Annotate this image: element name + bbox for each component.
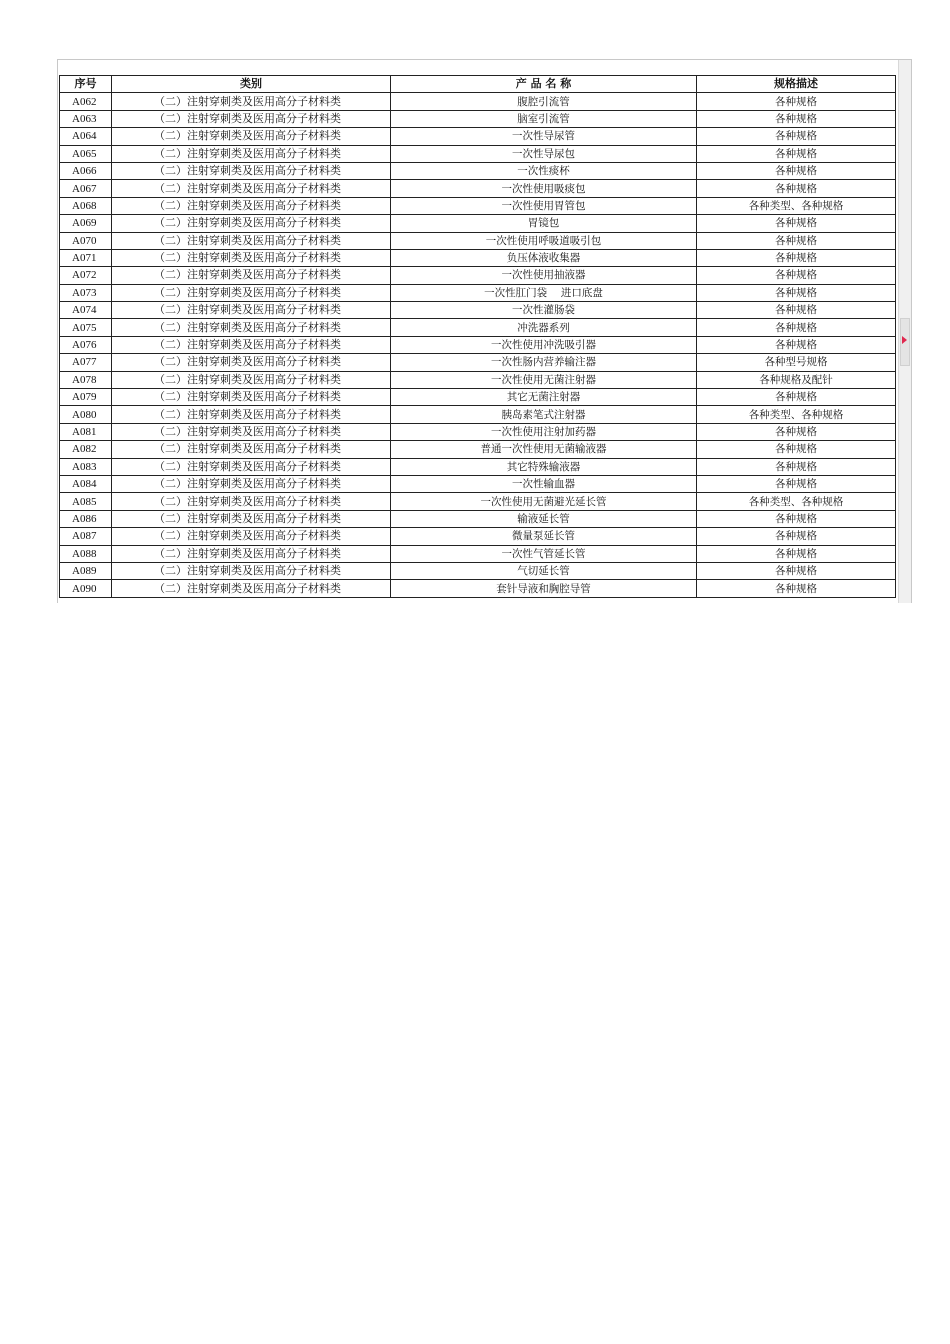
row-product-name-cell: 套针导液和胸腔导管: [391, 580, 697, 597]
row-product-name-cell: 一次性使用无菌注射器: [391, 371, 697, 388]
row-category-cell: （二）注射穿刺类及医用高分子材料类: [112, 180, 391, 197]
row-product-name-cell: 输液延长管: [391, 510, 697, 527]
row-spec-cell: 各种型号规格: [697, 354, 896, 371]
row-category-cell: （二）注射穿刺类及医用高分子材料类: [112, 562, 391, 579]
row-id-cell: A071: [60, 249, 112, 266]
row-id-cell: A084: [60, 475, 112, 492]
row-spec-cell: 各种规格: [697, 528, 896, 545]
row-id-cell: A064: [60, 128, 112, 145]
row-product-name-cell: 一次性输血器: [391, 475, 697, 492]
table-row: [60, 545, 896, 562]
row-id-cell: A075: [60, 319, 112, 336]
table-row: [60, 528, 896, 545]
header-spec: 规格描述: [697, 76, 896, 93]
table-row: [60, 441, 896, 458]
row-id-cell: A088: [60, 545, 112, 562]
row-spec-cell: 各种类型、各种规格: [697, 493, 896, 510]
table-row: [60, 110, 896, 127]
row-product-name-cell: 一次性肛门袋 进口底盘: [391, 284, 697, 301]
table-row: [60, 319, 896, 336]
row-category-cell: （二）注射穿刺类及医用高分子材料类: [112, 302, 391, 319]
triangle-right-icon[interactable]: [902, 336, 907, 344]
row-id-cell: A082: [60, 441, 112, 458]
row-id-cell: A072: [60, 267, 112, 284]
row-id-cell: A086: [60, 510, 112, 527]
table-row: [60, 510, 896, 527]
row-spec-cell: 各种规格: [697, 562, 896, 579]
table-row: [60, 562, 896, 579]
row-category-cell: （二）注射穿刺类及医用高分子材料类: [112, 249, 391, 266]
row-category-cell: （二）注射穿刺类及医用高分子材料类: [112, 528, 391, 545]
row-product-name-cell: 胰岛素笔式注射器: [391, 406, 697, 423]
row-id-cell: A074: [60, 302, 112, 319]
row-id-cell: A073: [60, 284, 112, 301]
row-product-name-cell: 一次性使用无菌避光延长管: [391, 493, 697, 510]
table-row: [60, 232, 896, 249]
vertical-scrollbar[interactable]: [898, 60, 911, 603]
row-product-name-cell: 一次性使用吸痰包: [391, 180, 697, 197]
row-category-cell: （二）注射穿刺类及医用高分子材料类: [112, 354, 391, 371]
row-category-cell: （二）注射穿刺类及医用高分子材料类: [112, 475, 391, 492]
row-category-cell: （二）注射穿刺类及医用高分子材料类: [112, 319, 391, 336]
row-product-name-cell: 一次性气管延长管: [391, 545, 697, 562]
row-id-cell: A081: [60, 423, 112, 440]
row-product-name-cell: 一次性导尿管: [391, 128, 697, 145]
table-row: [60, 93, 896, 110]
row-product-name-cell: 一次性使用呼吸道吸引包: [391, 232, 697, 249]
row-id-cell: A083: [60, 458, 112, 475]
table-row: [60, 458, 896, 475]
row-spec-cell: 各种规格: [697, 319, 896, 336]
table-row: [60, 493, 896, 510]
row-id-cell: A078: [60, 371, 112, 388]
row-product-name-cell: 一次性使用冲洗吸引器: [391, 336, 697, 353]
row-spec-cell: 各种规格: [697, 215, 896, 232]
table-row: [60, 128, 896, 145]
row-spec-cell: 各种规格: [697, 110, 896, 127]
table-row: [60, 284, 896, 301]
row-spec-cell: 各种规格: [697, 423, 896, 440]
row-spec-cell: 各种规格: [697, 389, 896, 406]
table-row: [60, 389, 896, 406]
row-spec-cell: 各种规格: [697, 93, 896, 110]
table-row: [60, 267, 896, 284]
row-id-cell: A065: [60, 145, 112, 162]
row-category-cell: （二）注射穿刺类及医用高分子材料类: [112, 336, 391, 353]
row-spec-cell: 各种规格: [697, 475, 896, 492]
row-category-cell: （二）注射穿刺类及医用高分子材料类: [112, 284, 391, 301]
row-product-name-cell: 一次性痰杯: [391, 162, 697, 179]
row-id-cell: A066: [60, 162, 112, 179]
row-product-name-cell: 一次性使用注射加药器: [391, 423, 697, 440]
row-category-cell: （二）注射穿刺类及医用高分子材料类: [112, 215, 391, 232]
table-row: [60, 197, 896, 214]
row-id-cell: A079: [60, 389, 112, 406]
row-spec-cell: 各种规格: [697, 180, 896, 197]
row-spec-cell: 各种规格: [697, 336, 896, 353]
row-category-cell: （二）注射穿刺类及医用高分子材料类: [112, 128, 391, 145]
row-category-cell: （二）注射穿刺类及医用高分子材料类: [112, 267, 391, 284]
row-spec-cell: 各种类型、各种规格: [697, 406, 896, 423]
table-row: [60, 180, 896, 197]
row-category-cell: （二）注射穿刺类及医用高分子材料类: [112, 93, 391, 110]
row-spec-cell: 各种规格: [697, 580, 896, 597]
row-product-name-cell: 胃镜包: [391, 215, 697, 232]
table-row: [60, 354, 896, 371]
row-category-cell: （二）注射穿刺类及医用高分子材料类: [112, 510, 391, 527]
table-viewport: [59, 75, 897, 603]
table-row: [60, 162, 896, 179]
row-spec-cell: 各种类型、各种规格: [697, 197, 896, 214]
table-row: [60, 580, 896, 597]
table-body: [60, 93, 896, 597]
row-product-name-cell: 一次性肠内营养输注器: [391, 354, 697, 371]
row-category-cell: （二）注射穿刺类及医用高分子材料类: [112, 441, 391, 458]
row-product-name-cell: 普通一次性使用无菌输液器: [391, 441, 697, 458]
row-category-cell: （二）注射穿刺类及医用高分子材料类: [112, 162, 391, 179]
row-category-cell: （二）注射穿刺类及医用高分子材料类: [112, 232, 391, 249]
row-id-cell: A085: [60, 493, 112, 510]
row-product-name-cell: 其它特殊输液器: [391, 458, 697, 475]
table-row: [60, 249, 896, 266]
row-product-name-cell: 一次性灌肠袋: [391, 302, 697, 319]
row-category-cell: （二）注射穿刺类及医用高分子材料类: [112, 389, 391, 406]
row-id-cell: A068: [60, 197, 112, 214]
table-header-row: [60, 76, 896, 93]
row-id-cell: A077: [60, 354, 112, 371]
row-id-cell: A069: [60, 215, 112, 232]
header-id: 序号: [60, 76, 112, 93]
row-spec-cell: 各种规格: [697, 545, 896, 562]
row-id-cell: A076: [60, 336, 112, 353]
row-product-name-cell: 一次性使用胃管包: [391, 197, 697, 214]
row-id-cell: A080: [60, 406, 112, 423]
row-category-cell: （二）注射穿刺类及医用高分子材料类: [112, 197, 391, 214]
header-product-name: 产 品 名 称: [391, 76, 697, 93]
row-spec-cell: 各种规格: [697, 441, 896, 458]
product-table: [59, 75, 896, 598]
document-viewer: [57, 59, 912, 603]
row-spec-cell: 各种规格: [697, 232, 896, 249]
table-row: [60, 215, 896, 232]
row-product-name-cell: 一次性使用抽液器: [391, 267, 697, 284]
row-id-cell: A067: [60, 180, 112, 197]
row-product-name-cell: 负压体液收集器: [391, 249, 697, 266]
row-category-cell: （二）注射穿刺类及医用高分子材料类: [112, 423, 391, 440]
row-product-name-cell: 微量泵延长管: [391, 528, 697, 545]
row-spec-cell: 各种规格: [697, 284, 896, 301]
header-category: 类别: [112, 76, 391, 93]
row-category-cell: （二）注射穿刺类及医用高分子材料类: [112, 110, 391, 127]
row-product-name-cell: 气切延长管: [391, 562, 697, 579]
table-row: [60, 371, 896, 388]
table-row: [60, 302, 896, 319]
row-product-name-cell: 冲洗器系列: [391, 319, 697, 336]
row-spec-cell: 各种规格: [697, 145, 896, 162]
row-category-cell: （二）注射穿刺类及医用高分子材料类: [112, 145, 391, 162]
row-spec-cell: 各种规格: [697, 302, 896, 319]
row-id-cell: A063: [60, 110, 112, 127]
row-spec-cell: 各种规格: [697, 267, 896, 284]
row-product-name-cell: 其它无菌注射器: [391, 389, 697, 406]
row-id-cell: A070: [60, 232, 112, 249]
table-row: [60, 336, 896, 353]
row-id-cell: A087: [60, 528, 112, 545]
row-category-cell: （二）注射穿刺类及医用高分子材料类: [112, 580, 391, 597]
row-spec-cell: 各种规格: [697, 128, 896, 145]
row-category-cell: （二）注射穿刺类及医用高分子材料类: [112, 493, 391, 510]
row-product-name-cell: 一次性导尿包: [391, 145, 697, 162]
viewer-top-margin: [58, 60, 911, 75]
table-row: [60, 406, 896, 423]
row-id-cell: A090: [60, 580, 112, 597]
row-product-name-cell: 脑室引流管: [391, 110, 697, 127]
row-spec-cell: 各种规格及配针: [697, 371, 896, 388]
row-spec-cell: 各种规格: [697, 458, 896, 475]
row-category-cell: （二）注射穿刺类及医用高分子材料类: [112, 371, 391, 388]
table-row: [60, 423, 896, 440]
row-spec-cell: 各种规格: [697, 249, 896, 266]
row-id-cell: A089: [60, 562, 112, 579]
table-row: [60, 145, 896, 162]
row-spec-cell: 各种规格: [697, 510, 896, 527]
row-id-cell: A062: [60, 93, 112, 110]
row-spec-cell: 各种规格: [697, 162, 896, 179]
row-category-cell: （二）注射穿刺类及医用高分子材料类: [112, 545, 391, 562]
table-row: [60, 475, 896, 492]
row-category-cell: （二）注射穿刺类及医用高分子材料类: [112, 458, 391, 475]
row-category-cell: （二）注射穿刺类及医用高分子材料类: [112, 406, 391, 423]
row-product-name-cell: 腹腔引流管: [391, 93, 697, 110]
